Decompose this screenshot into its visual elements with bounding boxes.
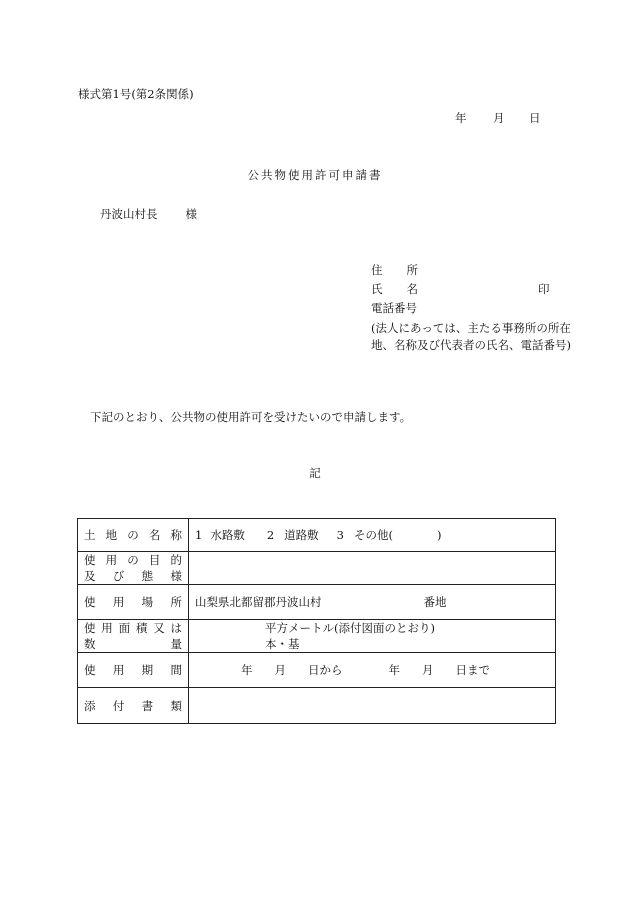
address-label: 住 所 (371, 263, 418, 277)
table-row (78, 688, 556, 724)
area-label: 使 用 面 積 又 は 数 量 (78, 620, 189, 653)
form-number: 様式第1号(第2条関係) (78, 87, 194, 101)
addressee-honorific: 様 (185, 207, 197, 221)
table-row (78, 620, 556, 653)
document-title: 公共物使用許可申請書 (247, 168, 383, 182)
date-day-label: 日 (529, 111, 541, 125)
location-field[interactable]: 山梨県北都留郡丹波山村 番地 (189, 585, 556, 620)
table-row (78, 519, 556, 552)
land-name-label: 土 地 の 名 称 (78, 519, 189, 552)
table-row (78, 585, 556, 620)
land-name-options[interactable]: 1 水路敷 2 道路敷 3 その他( ) (189, 519, 556, 552)
attachments-field[interactable] (189, 688, 556, 724)
addressee-name: 丹波山村長 (100, 207, 158, 221)
period-field[interactable]: 年 月 日から 年 月 日まで (189, 653, 556, 688)
date-month-label: 月 (493, 111, 505, 125)
intro-text: 下記のとおり、公共物の使用許可を受けたいので申請します。 (90, 410, 412, 424)
attachments-label: 添 付 書 類 (78, 688, 189, 724)
period-label: 使 用 期 間 (78, 653, 189, 688)
seal-mark: 印 (538, 282, 550, 296)
table-row (78, 552, 556, 585)
name-label: 氏 名 (371, 282, 418, 296)
table-row (78, 653, 556, 688)
ki-heading: 記 (309, 466, 321, 480)
phone-label: 電話番号 (371, 301, 417, 315)
corporate-note: (法人にあっては、主たる事務所の所在地、名称及び代表者の氏名、電話番号) (371, 321, 571, 352)
area-field[interactable]: 平方メートル(添付図面のとおり) 本・基 (189, 620, 556, 653)
purpose-label: 使 用 の 目 的 及 び 態 様 (78, 552, 189, 585)
addressee (100, 206, 197, 222)
location-label: 使 用 場 所 (78, 585, 189, 620)
date-year-label: 年 (455, 111, 467, 125)
application-table (77, 518, 556, 724)
purpose-field[interactable] (189, 552, 556, 585)
